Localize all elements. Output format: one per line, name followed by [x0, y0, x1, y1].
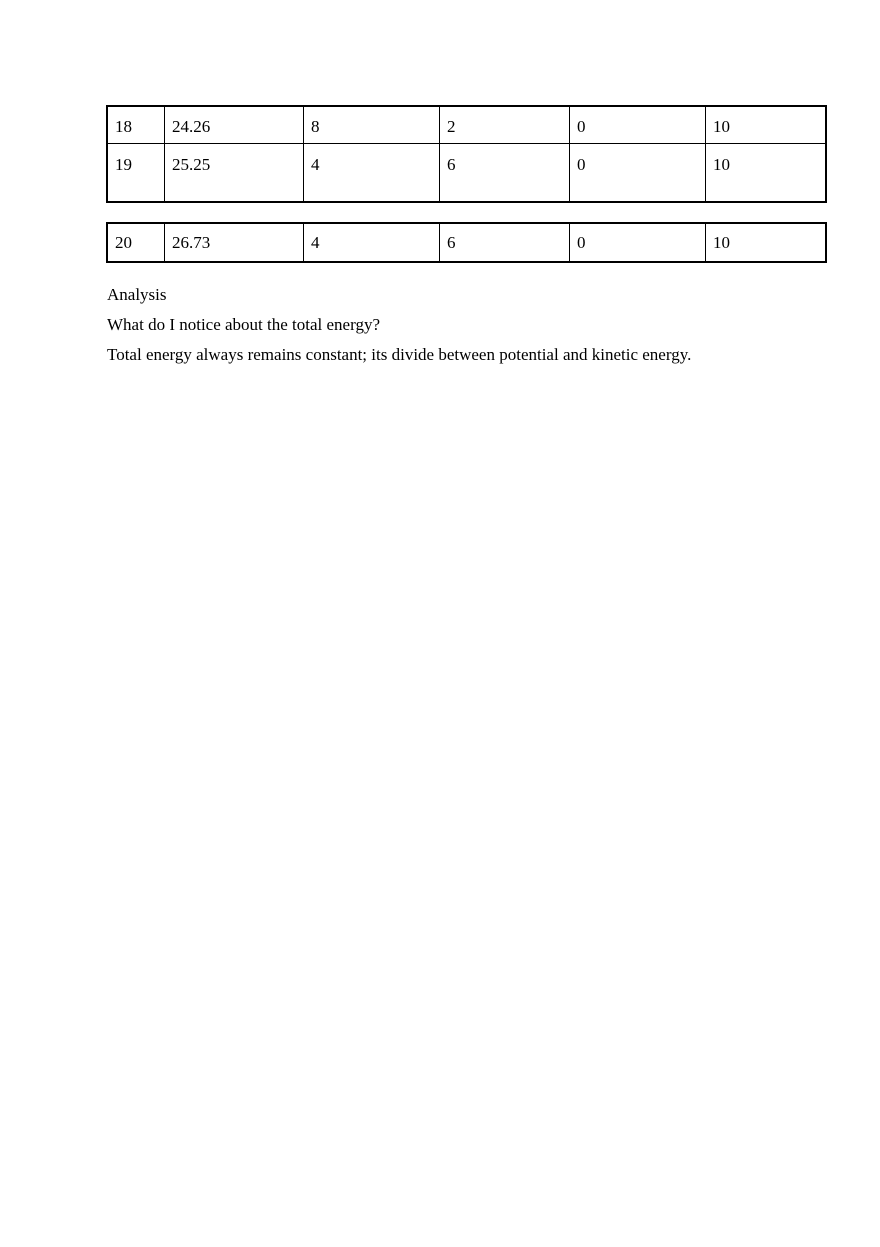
table-cell: 8: [304, 107, 440, 144]
table-cell: 4: [304, 144, 440, 202]
table-cell: 24.26: [165, 107, 304, 144]
table-cell: 0: [570, 144, 706, 202]
table-cell: 2: [440, 107, 570, 144]
table-cell: 18: [108, 107, 165, 144]
analysis-heading: Analysis: [107, 285, 167, 304]
table-cell: 20: [108, 224, 165, 262]
table-cell: 10: [706, 144, 826, 202]
data-table-continued: [107, 106, 826, 202]
data-table-final-row: [107, 223, 826, 262]
table-cell: 0: [570, 224, 706, 262]
table-cell: 0: [570, 107, 706, 144]
table-cell: 10: [706, 224, 826, 262]
table-cell: 4: [304, 224, 440, 262]
table-cell: 10: [706, 107, 826, 144]
table-row: [108, 224, 826, 262]
analysis-answer: Total energy always remains constant; its divide between potential and kinetic energy.: [107, 345, 692, 364]
table-row: [108, 144, 826, 202]
table-cell: 6: [440, 224, 570, 262]
table-cell: 19: [108, 144, 165, 202]
analysis-question: What do I notice about the total energy?: [107, 315, 381, 334]
table-row: [108, 107, 826, 144]
table-cell: 26.73: [165, 224, 304, 262]
table-cell: 25.25: [165, 144, 304, 202]
table-cell: 6: [440, 144, 570, 202]
